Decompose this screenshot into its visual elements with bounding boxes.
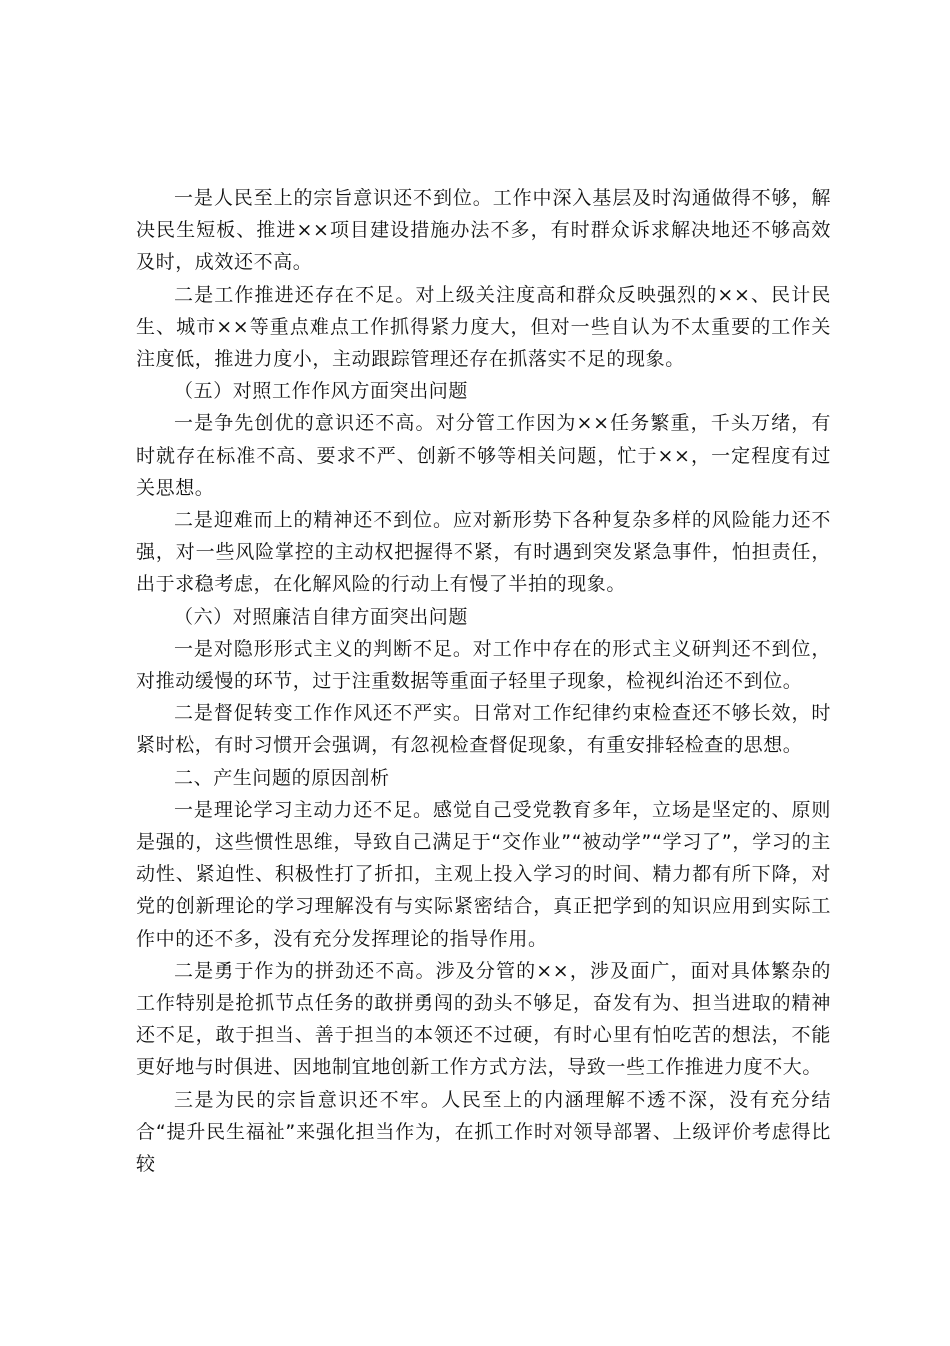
paragraph-theory-study: 一是理论学习主动力还不足。感觉自己受党教育多年，立场是坚定的、原则是强的，这些惯性思维，导致自己满足于“交作业”“被动学”“学习了”，学习的主动性、紧迫性、积极性打了折扣，主观上投入学习的时间、精力都有所下降，对党的创新理论的学习理解没有与实际紧密结合，真正把学到的知识应用到实际工作中的还不多，没有充分发挥理论的指导作用。 xyxy=(136,798,831,950)
paragraph-supervision: 二是督促转变工作作风还不严实。日常对工作纪律约束检查还不够长效，时紧时松，有时习惯开会强调，有忽视检查督促现象，有重安排轻检查的思想。 xyxy=(136,702,831,757)
paragraph-difficulties: 二是迎难而上的精神还不到位。应对新形势下各种复杂多样的风险能力还不强，对一些风险掌控的主动权把握得不紧，有时遇到突发紧急事件，怕担责任，出于求稳考虑，在化解风险的行动上有慢了半拍的现象。 xyxy=(136,509,831,596)
paragraph-formalism: 一是对隐形形式主义的判断不足。对工作中存在的形式主义研判还不到位，对推动缓慢的环节，过于注重数据等重面子轻里子现象，检视纠治还不到位。 xyxy=(136,637,831,693)
heading-root-causes: 二、产生问题的原因剖析 xyxy=(174,766,390,789)
paragraph-excellence: 一是争先创优的意识还不高。对分管工作因为××任务繁重，千头万绪，有时就存在标准不高、要求不严、创新不够等相关问题，忙于××，一定程度有过关思想。 xyxy=(136,412,831,499)
paragraph-work-progress: 二是工作推进还存在不足。对上级关注度高和群众反映强烈的××、民计民生、城市××等重点难点工作抓得紧力度大，但对一些自认为不太重要的工作关注度低，推进力度小，主动跟踪管理还存在抓落实不足的现象。 xyxy=(136,283,831,371)
heading-integrity: （六）对照廉洁自律方面突出问题 xyxy=(174,605,469,628)
paragraph-people-first: 一是人民至上的宗旨意识还不到位。工作中深入基层及时沟通做得不够，解决民生短板、推进××项目建设措施办法不多，有时群众诉求解决地还不够高效及时，成效还不高。 xyxy=(136,187,831,274)
paragraph-purpose: 三是为民的宗旨意识还不牢。人民至上的内涵理解不透不深，没有充分结合“提升民生福祉”来强化担当作为，在抓工作时对领导部署、上级评价考虑得比较 xyxy=(136,1088,831,1176)
paragraph-drive: 二是勇于作为的拼劲还不高。涉及分管的××，涉及面广，面对具体繁杂的工作特别是抢抓节点任务的敢拼勇闯的劲头不够足，奋发有为、担当进取的精神还不足，敢于担当、善于担当的本领还不过硬，有时心里有怕吃苦的想法，不能更好地与时俱进、因地制宜地创新工作方式方法，导致一些工作推进力度不大。 xyxy=(136,959,831,1079)
heading-work-style: （五）对照工作作风方面突出问题 xyxy=(174,380,469,403)
document-body xyxy=(136,182,831,1180)
